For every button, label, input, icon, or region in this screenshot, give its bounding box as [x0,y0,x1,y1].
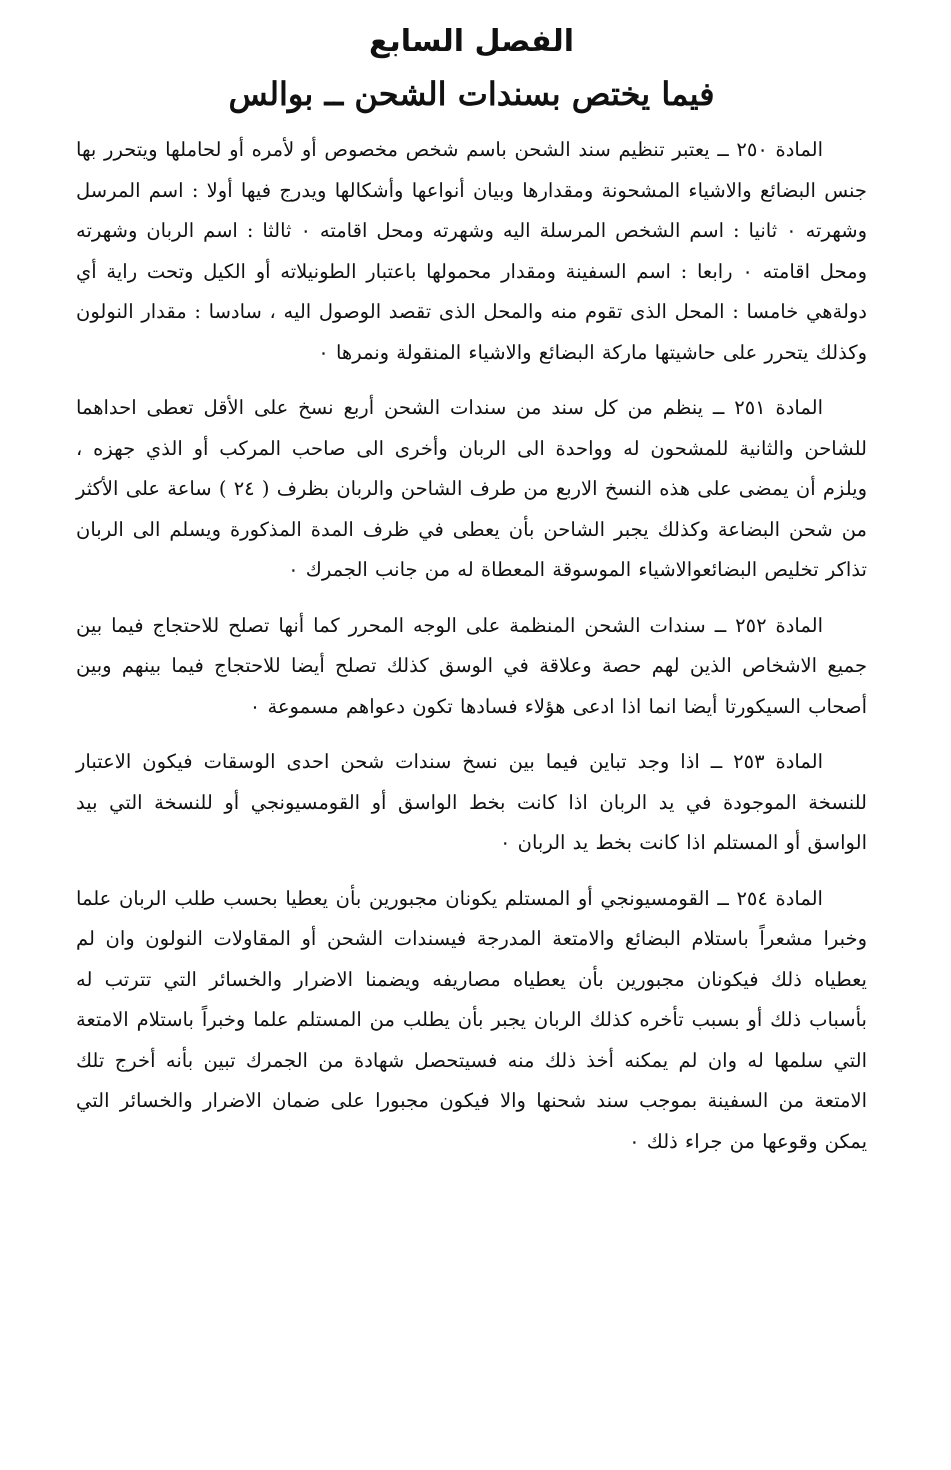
chapter-title: الفصل السابع [368,24,575,59]
article-251: المادة ٢٥١ ــ ينظم من كل سند من سندات الشحن أربع نسخ على الأقل تعطى احداهما للشاحن والثانية للمشحون له وواحدة الى الربان وأخرى الى صاحب المركب أو الذي جهزه ، ويلزم أن يمضى على هذه النسخ الاربع من طرف الشاحن والربان بظرف ( ٢٤ ) ساعة على الأكثر من شحن البضاعة وكذلك يجبر الشاحن بأن يعطى في ظرف المدة المذكورة ويسلم الى الربان تذاكر تخليص البضائعوالاشياء الموسوقة المعطاة له من جانب الجمرك ٠ [76,396,867,581]
article-252: المادة ٢٥٢ ــ سندات الشحن المنظمة على الوجه المحرر كما أنها تصلح للاحتجاج فيما بين جميع الاشخاص الذين لهم حصة وعلاقة في الوسق كذلك تصلح أيضا للاحتجاج فيما بينهم وبين أصحاب السيكورتا أيضا انما اذا ادعى هؤلاء فسادها تكون دعواهم مسموعة ٠ [76,613,867,718]
chapter-subtitle: فيما يختص بسندات الشحن ــ بوالس [228,75,715,113]
article-254: المادة ٢٥٤ ــ القومسيونجي أو المستلم يكونان مجبورين بأن يعطيا بحسب طلب الربان علما وخبرا مشعراً باستلام البضائع والامتعة المدرجة فيسندات الشحن أو المقاولات النولون وان لم يعطياه ذلك فيكونان مجبورين بأن يعطياه مصاريفه ويضمنا الاضرار والخسائر التي تترتب له بأسباب ذلك أو بسبب تأخره كذلك الربان يجبر بأن يطلب من المستلم علما وخبراً باستلام الامتعة التي سلمها له وان لم يمكنه أخذ ذلك منه فسيتحصل شهادة من الجمرك تبين بأنه أخرج تلك الامتعة من السفينة بموجب سند شحنها والا فيكون مجبورا على ضمان الاضرار والخسائر التي يمكن وقوعها من جراء ذلك ٠ [76,886,867,1153]
article-250: المادة ٢٥٠ ــ يعتبر تنظيم سند الشحن باسم شخص مخصوص أو لأمره أو لحاملها ويتحرر بها جنس البضائع والاشياء المشحونة ومقدارها وبيان أنواعها وأشكالها ويدرج فيها أولا : اسم المرسل وشهرته ٠ ثانيا : اسم الشخص المرسلة اليه وشهرته ومحل اقامته ٠ ثالثا : اسم الربان وشهرته ومحل اقامته ٠ رابعا : اسم السفينة ومقدار محمولها باعتبار الطونيلاته أو الكيل وتحت راية أي دولةهي خامسا : المحل الذى تقوم منه والمحل الذى تقصد الوصول اليه ، سادسا : مقدار النولون وكذلك يتحرر على حاشيتها ماركة البضائع والاشياء المنقولة ونمرها ٠ [76,138,867,364]
article-253: المادة ٢٥٣ ــ اذا وجد تباين فيما بين نسخ سندات شحن احدى الوسقات فيكون الاعتبار للنسخة الموجودة في يد الربان اذا كانت بخط الواسق أو القومسيونجي أو للنسخة التي بيد الواسق أو المستلم اذا كانت بخط يد الربان ٠ [76,750,867,854]
